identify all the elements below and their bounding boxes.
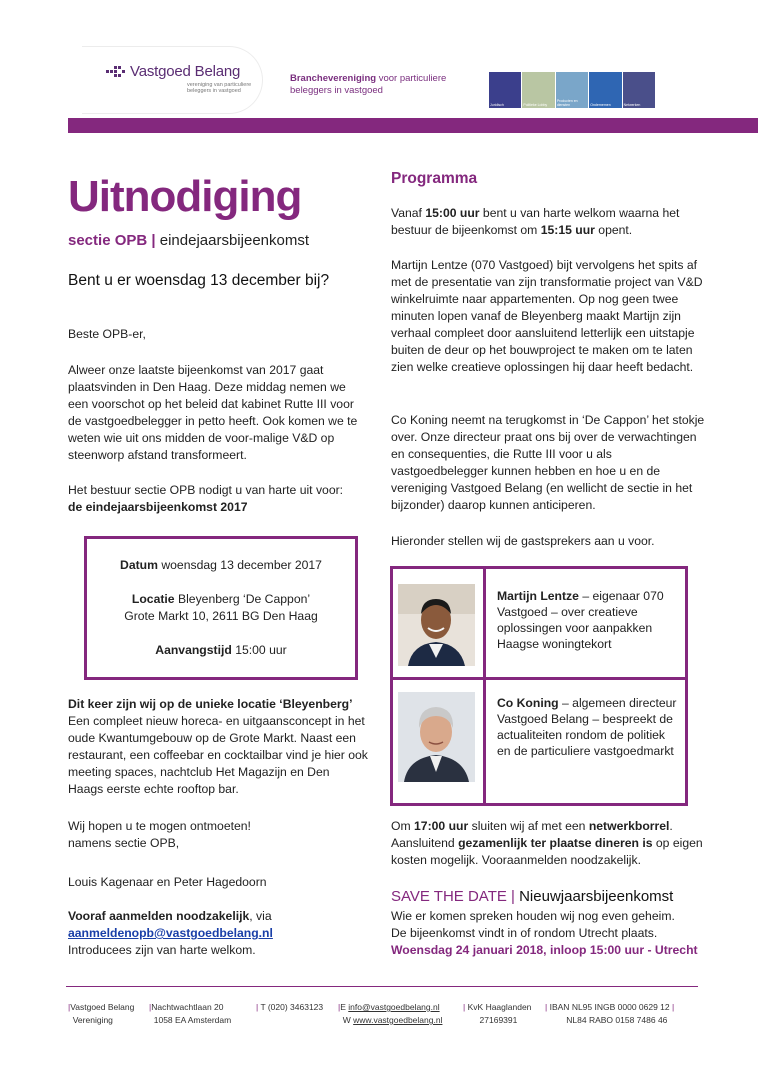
footer-phone: | T (020) 3463123 bbox=[256, 1002, 324, 1012]
headline-question: Bent u er woensdag 13 december bij? bbox=[68, 272, 330, 289]
address-row: Grote Markt 10, 2611 BG Den Haag bbox=[124, 609, 318, 623]
location-text: Een compleet nieuw horeca- en uitgaansconcept in het oude Kwantumgebouw op de Grote Markt. Naast een restaurant, een coffeebar en cocktailbar vind je hier ook meeting spaces, nachtclub Het Magazijn en Den Haags eerste echte rooftop bar. bbox=[68, 714, 368, 796]
register-rest: , via bbox=[249, 909, 272, 923]
speaker2-photo bbox=[398, 692, 475, 782]
program-p3: Co Koning neemt na terugkomst in ‘De Cappon’ het stokje over. Onze directeur praat ons bij over de verwachtingen en consequenties, die Rutte III voor u als vastgoedbelegger kunnen hebben en hoe u en de vereniging Vastgoed Belang (en wellicht de sectie in het bijzonder) daarop kunnen anticiperen. bbox=[391, 413, 705, 512]
save-details bbox=[391, 908, 706, 959]
footer-address: |Nachtwachtlaan 20 1058 EA Amsterdam bbox=[149, 1002, 232, 1025]
program-p4: Hieronder stellen wij de gastsprekers aan u voor. bbox=[391, 534, 655, 548]
logo-dots-icon bbox=[106, 64, 128, 78]
registration bbox=[68, 908, 368, 959]
save-the-date-heading bbox=[391, 888, 673, 905]
speaker2-bio bbox=[497, 695, 677, 759]
footer-line bbox=[66, 986, 698, 987]
logo-name: Vastgoed Belang bbox=[130, 63, 241, 80]
invite-paragraph bbox=[68, 482, 368, 516]
closing bbox=[68, 818, 368, 852]
save-event: Nieuwjaarsbijeenkomst bbox=[519, 888, 674, 905]
logo-tagline: vereniging van particuliere beleggers in vastgoed bbox=[187, 82, 252, 94]
signatories: Louis Kagenaar en Peter Hagedoorn bbox=[68, 875, 267, 889]
speaker2-desc: – algemeen directeur Vastgoed Belang – bespreekt de actualiteiten rondom de politiek en de particuliere vastgoedmarkt bbox=[497, 696, 677, 758]
speaker1-desc: – eigenaar 070 Vastgoed – over creatieve oplossingen voor aanpakken Haagse woningtekort bbox=[497, 589, 664, 651]
location-paragraph bbox=[68, 696, 368, 798]
footer-kvk: | KvK Haaglanden 27169391 bbox=[463, 1002, 532, 1025]
photo-juridisch: Juridisch bbox=[489, 72, 521, 108]
introducees-line: Introducees zijn van harte welkom. bbox=[68, 943, 256, 957]
save-date: Woensdag 24 januari 2018, inloop 15:00 uur - Utrecht bbox=[391, 943, 698, 957]
assoc-rest: voor particuliere bbox=[376, 73, 447, 84]
datum-row: Datum woensdag 13 december 2017 bbox=[120, 558, 322, 572]
register-bold: Vooraf aanmelden noodzakelijk bbox=[68, 909, 250, 923]
photo-producten: Producten en diensten bbox=[556, 72, 588, 108]
intro-paragraph: Alweer onze laatste bijeenkomst van 2017 gaat plaatsvinden in Den Haag. Deze middag nemen we een voorschot op het beleid dat kabinet Rutte III voor de vastgoedbelegger in petto heeft. Ook komen we te weten wie uit ons midden de voor-malige V&D op steenworp afstand transformeert. bbox=[68, 363, 358, 462]
invite-bold: de eindejaarsbijeenkomst 2017 bbox=[68, 500, 248, 514]
save-purple: SAVE THE DATE | bbox=[391, 888, 520, 905]
footer-contact: |E info@vastgoedbelang.nl W www.vastgoedbelang.nl bbox=[338, 1002, 443, 1025]
speaker2-name: Co Koning bbox=[497, 696, 559, 710]
photo-netwerken: Netwerken bbox=[623, 72, 655, 108]
program-heading: Programma bbox=[391, 170, 478, 187]
photo-ondernemen: Ondernemen bbox=[589, 72, 621, 108]
logo-swoosh bbox=[82, 46, 263, 114]
subtitle-section: sectie OPB | bbox=[68, 232, 160, 249]
register-email-link[interactable]: aanmeldenopb@vastgoedbelang.nl bbox=[68, 926, 273, 940]
header-photo-strip bbox=[489, 72, 655, 108]
grid-divider-vertical bbox=[483, 569, 486, 803]
grid-divider-horizontal bbox=[393, 677, 685, 680]
footer-web-link[interactable]: www.vastgoedbelang.nl bbox=[353, 1015, 443, 1025]
photo-lobby: Politieke Lobby bbox=[522, 72, 554, 108]
speaker1-name: Martijn Lentze bbox=[497, 589, 579, 603]
aanvang-row: Aanvangstijd 15:00 uur bbox=[155, 643, 287, 657]
association-tagline bbox=[290, 73, 446, 97]
save-line2: De bijeenkomst vindt in of rondom Utrecht plaats. bbox=[391, 926, 658, 940]
program-p5: Om 17:00 uur sluiten wij af met een netwerkborrel. Aansluitend gezamenlijk ter plaatse dineren is op eigen kosten mogelijk. Vooraanmelden noodzakelijk. bbox=[391, 819, 703, 867]
salutation: Beste OPB-er, bbox=[68, 327, 146, 341]
event-details-box bbox=[84, 536, 358, 680]
subtitle-event: eindejaarsbijeenkomst bbox=[159, 232, 310, 249]
assoc-line2: beleggers in vastgoed bbox=[290, 85, 383, 96]
save-line1: Wie er komen spreken houden wij nog even geheim. bbox=[391, 909, 675, 923]
program-p1: Vanaf 15:00 uur bent u van harte welkom waarna het bestuur de bijeenkomst om 15:15 uur opent. bbox=[391, 206, 680, 237]
page-title: Uitnodiging bbox=[68, 172, 302, 221]
footer-email-link[interactable]: info@vastgoedbelang.nl bbox=[348, 1002, 440, 1012]
footer-org: |Vastgoed Belang Vereniging bbox=[68, 1002, 135, 1025]
assoc-bold: Branchevereniging bbox=[290, 73, 377, 84]
subtitle bbox=[68, 232, 309, 249]
hope-line: Wij hopen u te mogen ontmoeten! bbox=[68, 819, 251, 833]
header-band bbox=[68, 118, 758, 133]
speaker1-photo bbox=[398, 584, 475, 666]
locatie-row: Locatie Bleyenberg ‘De Cappon’ bbox=[131, 592, 311, 606]
footer-iban: | IBAN NL95 INGB 0000 0629 12 | NL84 RABO 0158 7486 46 bbox=[545, 1002, 675, 1025]
location-bold: Dit keer zijn wij op de unieke locatie ‘Bleyenberg’ bbox=[68, 697, 353, 711]
speaker1-bio bbox=[497, 588, 677, 652]
namens-line: namens sectie OPB, bbox=[68, 836, 180, 850]
program-p2: Martijn Lentze (070 Vastgoed) bijt vervolgens het spits af met de presentatie van zijn transformatie project van V&D winkelruimte naar appartementen. Op nog geen twee minuten lopen vanaf de Bleyenberg maakt Martijn zijn verhaal compleet door aansluitend letterlijk een uitstapje buiten de deur op het bouwproject te maken om te laten zien welke creatieve oplossingen hij daar heeft bedacht. bbox=[391, 258, 703, 374]
invite-line: Het bestuur sectie OPB nodigt u van harte uit voor: bbox=[68, 483, 344, 497]
